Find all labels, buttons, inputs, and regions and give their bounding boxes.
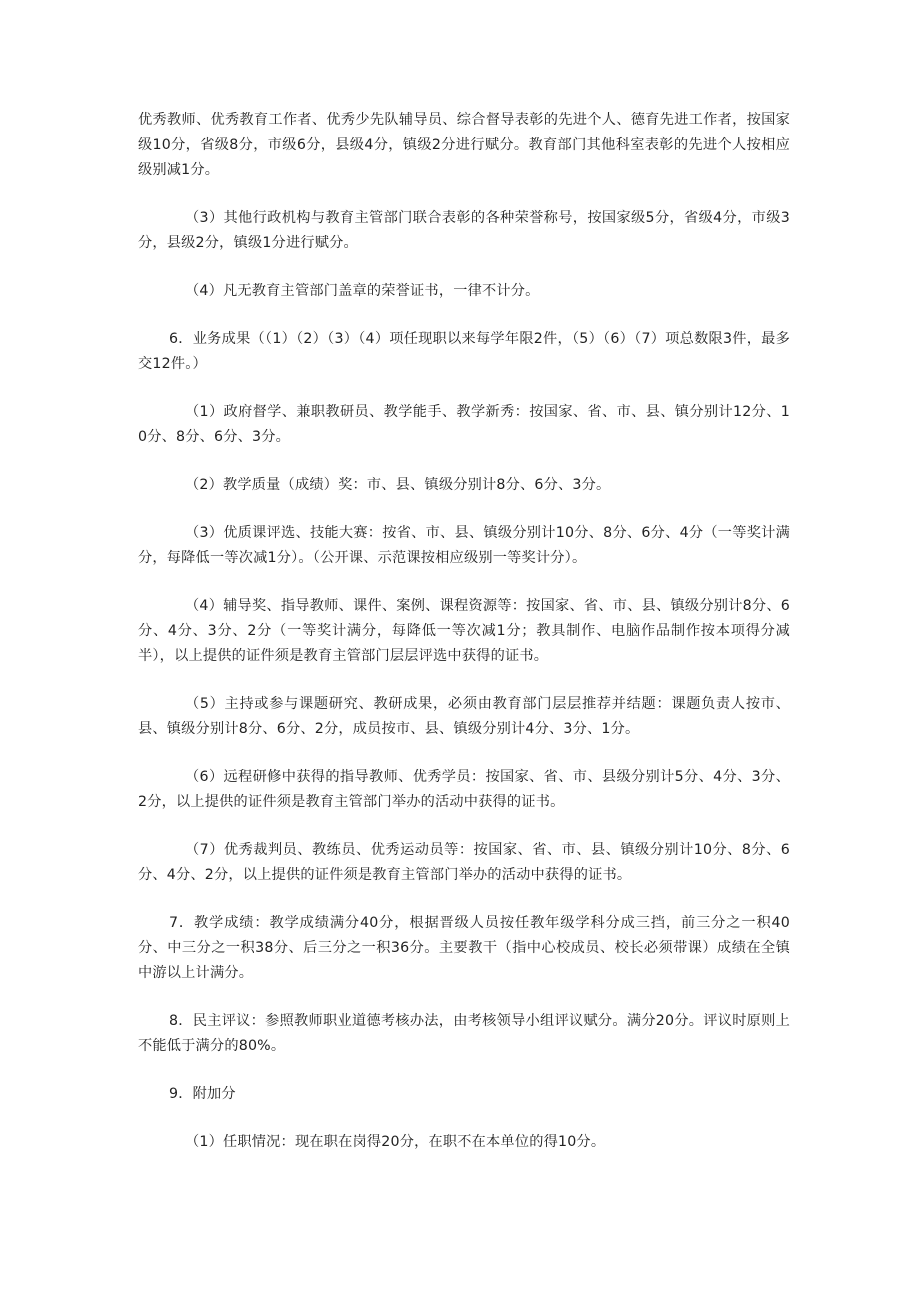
paragraph-6-6: （6）远程研修中获得的指导教师、优秀学员：按国家、省、市、县级分别计5分、4分、3分、2分，以上提供的证件须是教育主管部门举办的活动中获得的证书。 (138, 769, 790, 810)
paragraph-6-4: （4）辅导奖、指导教师、课件、案例、课程资源等：按国家、省、市、县、镇级分别计8分、6分、4分、3分、2分（一等奖计满分，每降低一等次减1分；教具制作、电脑作品制作按本项得分减半），以上提供的证件须是教育主管部门层层评选中获得的证书。 (138, 598, 790, 664)
paragraph-9-1: （1）任职情况：现在职在岗得20分，在职不在本单位的得10分。 (185, 1134, 606, 1150)
document-body (138, 108, 790, 1178)
paragraph-section-7: 7．教学成绩：教学成绩满分40分，根据晋级人员按任教年级学科分成三挡，前三分之一积40分、中三分之一积38分、后三分之一积36分。主要教干（指中心校成员、校长必须带课）成绩在全镇中游以上计满分。 (138, 915, 790, 981)
paragraph-honor-teachers: 优秀教师、优秀教育工作者、优秀少先队辅导员、综合督导表彰的先进个人、德育先进工作者，按国家级10分，省级8分，市级6分，县级4分，镇级2分进行赋分。教育部门其他科室表彰的先进个人按相应级别减1分。 (138, 112, 790, 178)
paragraph-6-2: （2）教学质量（成绩）奖：市、县、镇级分别计8分、6分、3分。 (185, 477, 611, 493)
paragraph-section-6: 6．业务成果（（1）（2）（3）（4）项任现职以来每学年限2件，（5）（6）（7）项总数限3件，最多交12件。） (138, 331, 790, 372)
paragraph-6-3: （3）优质课评选、技能大赛：按省、市、县、镇级分别计10分、8分、6分、4分（一等奖计满分，每降低一等次减1分）。（公开课、示范课按相应级别一等奖计分）。 (138, 525, 790, 566)
paragraph-item-4-no-stamp: （4）凡无教育主管部门盖章的荣誉证书，一律不计分。 (185, 283, 540, 299)
paragraph-item-3-joint-honors: （3）其他行政机构与教育主管部门联合表彰的各种荣誉称号，按国家级5分，省级4分，市级3分，县级2分，镇级1分进行赋分。 (138, 210, 790, 251)
paragraph-section-9: 9．附加分 (169, 1086, 236, 1102)
paragraph-6-7: （7）优秀裁判员、教练员、优秀运动员等：按国家、省、市、县、镇级分别计10分、8分、6分、4分、2分，以上提供的证件须是教育主管部门举办的活动中获得的证书。 (138, 842, 790, 883)
paragraph-6-1: （1）政府督学、兼职教研员、教学能手、教学新秀：按国家、省、市、县、镇分别计12分、10分、8分、6分、3分。 (138, 404, 790, 445)
paragraph-section-8: 8．民主评议：参照教师职业道德考核办法，由考核领导小组评议赋分。满分20分。评议时原则上不能低于满分的80%。 (138, 1013, 790, 1054)
paragraph-6-5: （5）主持或参与课题研究、教研成果，必须由教育部门层层推荐并结题：课题负责人按市、县、镇级分别计8分、6分、2分，成员按市、县、镇级分别计4分、3分、1分。 (138, 696, 790, 737)
